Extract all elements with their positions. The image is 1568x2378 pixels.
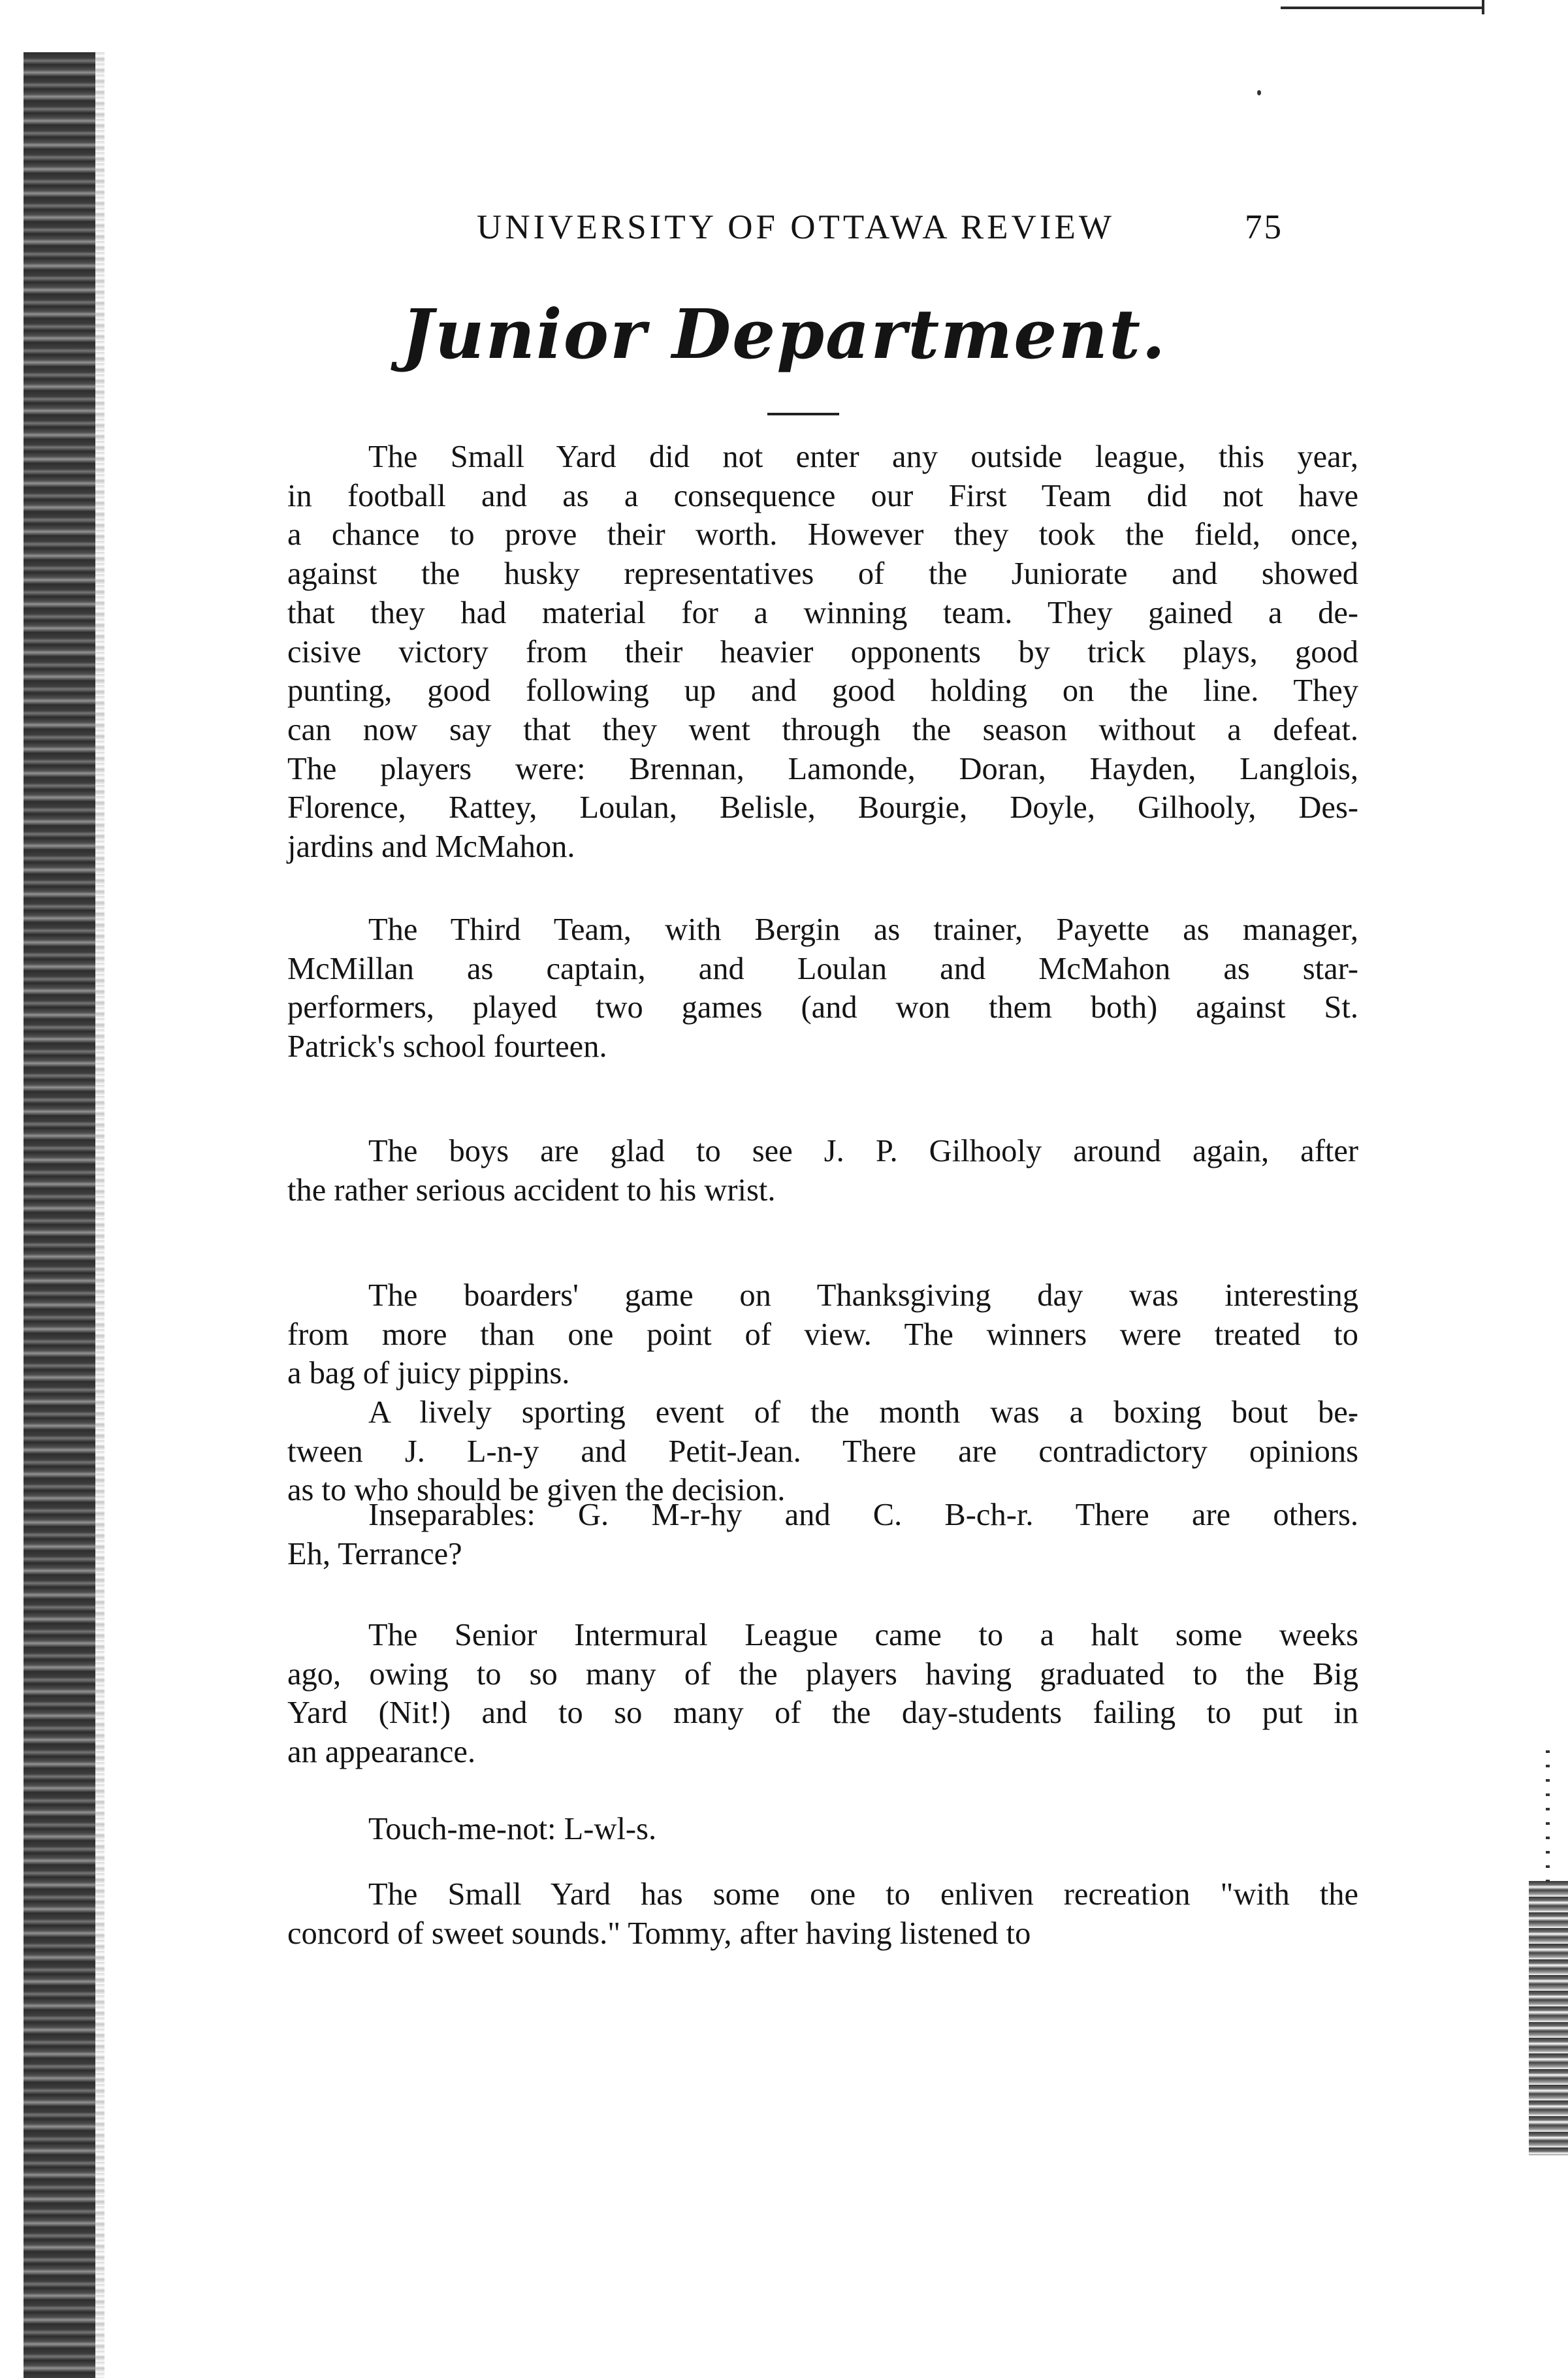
scan-edge-shadow-right [1529,1881,1568,2155]
text-line: performers, played two games (and won them both) against St. [287,990,1358,1025]
text-line: The Small Yard has some one to enliven recreation "with the [368,1877,1358,1912]
paragraph [287,910,1358,1067]
text-line: The boys are glad to see J. P. Gilhooly around again, after [368,1134,1358,1168]
text-line: punting, good following up and good holding on the line. They [287,673,1358,709]
scan-edge-marks-right [1546,1750,1550,1894]
paragraph [287,1875,1358,1953]
text-line: Florence, Rattey, Loulan, Belisle, Bourgie, Doyle, Gilhooly, Des- [287,790,1358,826]
text-line: from more than one point of view. The winners were treated to [287,1317,1358,1352]
text-line: Patrick's school fourteen. [287,1029,607,1065]
text-line: A lively sporting event of the month was a boxing bout be- [368,1395,1358,1430]
top-corner-rule [1281,7,1483,9]
text-line: Eh, Terrance? [287,1536,462,1571]
text-line: an appearance. [287,1735,476,1770]
text-line: tween J. L-n-y and Petit-Jean. There are contradictory opinions [287,1434,1358,1469]
text-line: a bag of juicy pippins. [287,1356,570,1391]
paragraph [287,1276,1358,1393]
text-line: jardins and McMahon. [287,829,575,865]
text-line: cisive victory from their heavier opponents by trick plays, good [287,634,1358,669]
text-line: concord of sweet sounds." Tommy, after having listened to [287,1916,1031,1951]
text-line: The Third Team, with Bergin as trainer, Payette as manager, [368,912,1358,947]
paragraph [287,1616,1358,1772]
text-line: Touch-me-not: L-wl-s. [368,1812,657,1846]
title-divider [767,413,839,415]
text-line: ago, owing to so many of the players having graduated to the Big [287,1656,1358,1692]
text-line: the rather serious accident to his wrist. [287,1172,776,1208]
text-line: can now say that they went through the season without a defeat. [287,712,1358,747]
text-line: Inseparables: G. M-r-hy and C. B-ch-r. There are others. [368,1498,1358,1532]
scan-speck [1257,90,1261,95]
text-line: The boarders' game on Thanksgiving day was interesting [368,1278,1358,1313]
text-line: as to who should be given the decision. [287,1473,786,1508]
text-line: The Small Yard did not enter any outside league, this year, [368,440,1358,474]
text-line: Yard (Nit!) and to so many of the day-students failing to put in [287,1695,1358,1731]
text-line: against the husky representatives of the Juniorate and showed [287,556,1358,592]
paragraph [287,1132,1358,1210]
running-head: UNIVERSITY OF OTTAWA REVIEW [477,208,1115,246]
section-title: Junior Department. [401,294,1167,374]
text-line: The players were: Brennan, Lamonde, Doran, Hayden, Langlois, [287,751,1358,786]
paragraph [287,438,1358,867]
paragraph [287,1393,1358,1510]
top-corner-rule-edge [1482,0,1484,14]
text-line: a chance to prove their worth. However they took the field, once, [287,517,1358,553]
scan-binding-shadow-left [24,52,95,2378]
text-line: in football and as a consequence our First Team did not have [287,478,1358,513]
text-line: McMillan as captain, and Loulan and McMahon as star- [287,951,1358,986]
text-line: that they had material for a winning team. They gained a de- [287,595,1358,630]
text-line: The Senior Intermural League came to a halt some weeks [368,1618,1358,1652]
paragraph [287,1496,1358,1573]
paragraph [287,1810,1358,1849]
page-number: 75 [1245,208,1283,246]
